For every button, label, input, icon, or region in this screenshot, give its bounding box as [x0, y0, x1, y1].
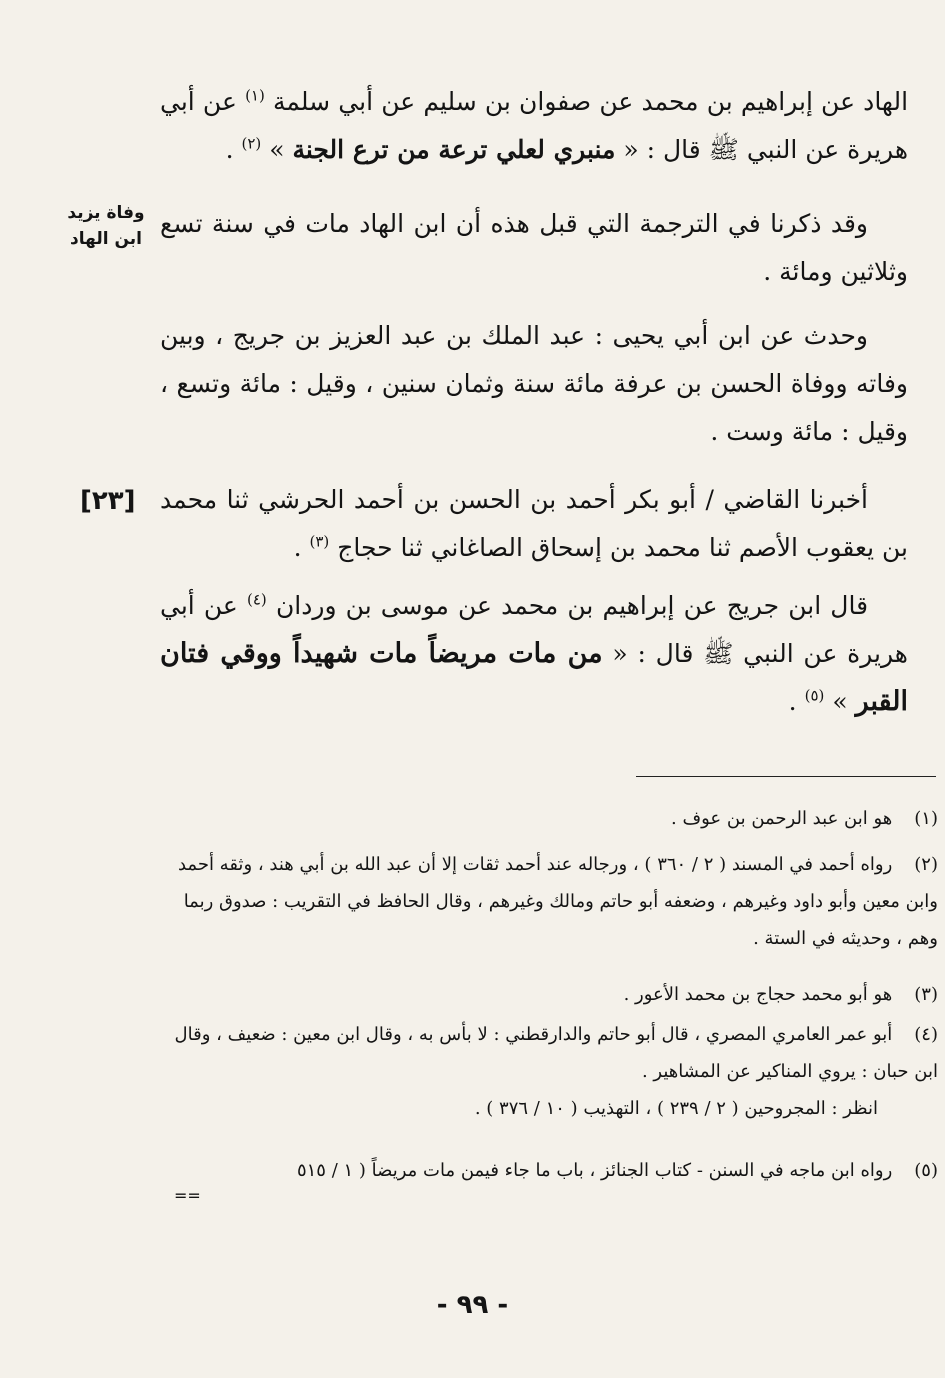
main-text-5 — [160, 582, 908, 726]
paragraph-2: وقد ذكرنا في الترجمة التي قبل هذه أن ابن الهاد مات في سنة تسع وثلاثين ومائة . — [160, 209, 908, 286]
hadith-number: [٢٣] — [80, 486, 136, 516]
paragraph-4 — [160, 476, 908, 572]
quote-close: » — [832, 687, 848, 716]
text-span: أخبرنا القاضي / أبو بكر أحمد بن الحسن بن أحمد الحرشي ثنا محمد بن يعقوب الأصم ثنا محمد بن إسحاق الصاغاني ثنا حجاج — [160, 485, 908, 562]
main-text — [160, 78, 908, 174]
footnote-1 — [168, 800, 938, 837]
text-span: قال ابن جريج عن إبراهيم بن محمد عن موسى بن وردان — [275, 591, 869, 620]
footnote-ref-1[interactable]: (١) — [245, 86, 265, 105]
text-span: الهاد عن إبراهيم بن محمد عن صفوان بن سليم عن أبي سلمة — [273, 87, 909, 116]
footnote-text: أبو عمر العامري المصري ، قال أبو حاتم والدارقطني : لا بأس به ، وقال ابن معين : ضعيف ، وقال ابن حبان : يروي المناكير عن المشاهير . — [174, 1024, 938, 1082]
footnote-number: (١) — [914, 808, 938, 829]
footnote-reference: انظر : المجروحين ( ٢ / ٢٣٩ ) ، التهذيب ( ١٠ / ٣٧٦ ) . — [474, 1098, 878, 1119]
footnote-number: (٢) — [914, 854, 938, 875]
footnote-number: (٤) — [914, 1024, 938, 1045]
footnote-separator — [636, 776, 936, 777]
footnote-text: هو أبو محمد حجاج بن محمد الأعور . — [623, 984, 893, 1005]
text-span: . — [225, 135, 234, 164]
hadith-quote-2: من مات مريضاً مات شهيداً ووقي فتان القبر — [160, 638, 908, 717]
footnote-4 — [168, 1016, 938, 1127]
hadith-quote-1: منبري لعلي ترعة من ترع الجنة — [292, 135, 616, 164]
footnote-5 — [168, 1152, 938, 1189]
footnote-number: (٥) — [914, 1160, 938, 1181]
quote-close: » — [269, 135, 285, 164]
paragraph-3: وحدث عن ابن أبي يحيى : عبد الملك بن عبد العزيز بن جريج ، وبين وفاته ووفاة الحسن بن عرفة مائة سنة وثمان سنين ، وقيل : مائة وتسع ، وقيل : مائة وست . — [160, 321, 908, 446]
text-span: عن النبي ﷺ قال : « — [623, 135, 840, 164]
footnote-ref-5[interactable]: (٥) — [804, 686, 825, 705]
text-span: عن أبي هريرة — [160, 87, 908, 164]
paragraph-1 — [160, 78, 908, 174]
footnote-text: رواه أحمد في المسند ( ٢ / ٣٦٠ ) ، ورجاله عند أحمد ثقات إلا أن عبد الله بن أبي هند ، وثقه أحمد وابن معين وأبو داود وغيرهم ، وضعفه أبو حاتم ومالك وغيرهم ، وقال الحافظ في التقريب : صدوق ربما وهم ، وحديثه في الستة . — [177, 854, 938, 949]
main-text-4 — [160, 476, 908, 572]
footnote-ref-3[interactable]: (٣) — [309, 532, 330, 551]
margin-note-line-2: ابن الهاد — [70, 229, 142, 249]
margin-note — [58, 200, 154, 252]
footnote-3 — [168, 976, 938, 1013]
page-number: - ٩٩ - — [436, 1290, 509, 1320]
footnote-text: رواه ابن ماجه في السنن - كتاب الجنائز ، باب ما جاء فيمن مات مريضاً ( ١ / ٥١٥ — [296, 1160, 893, 1181]
continuation-mark: == — [174, 1186, 201, 1205]
text-span: عن أبي هريرة عن النبي ﷺ قال : « — [160, 591, 908, 668]
footnote-ref-4[interactable]: (٤) — [247, 590, 267, 609]
paragraph-5 — [160, 582, 908, 726]
footnote-number: (٣) — [914, 984, 938, 1005]
main-text-3 — [160, 312, 908, 456]
text-span: . — [293, 533, 302, 562]
footnote-ref-2[interactable]: (٢) — [241, 134, 262, 153]
margin-note-line-1: وفاة يزيد — [67, 203, 145, 223]
main-text-2 — [160, 200, 908, 296]
text-span: . — [788, 687, 797, 716]
footnote-2 — [168, 846, 938, 957]
footnote-text: هو ابن عبد الرحمن بن عوف . — [671, 808, 893, 829]
